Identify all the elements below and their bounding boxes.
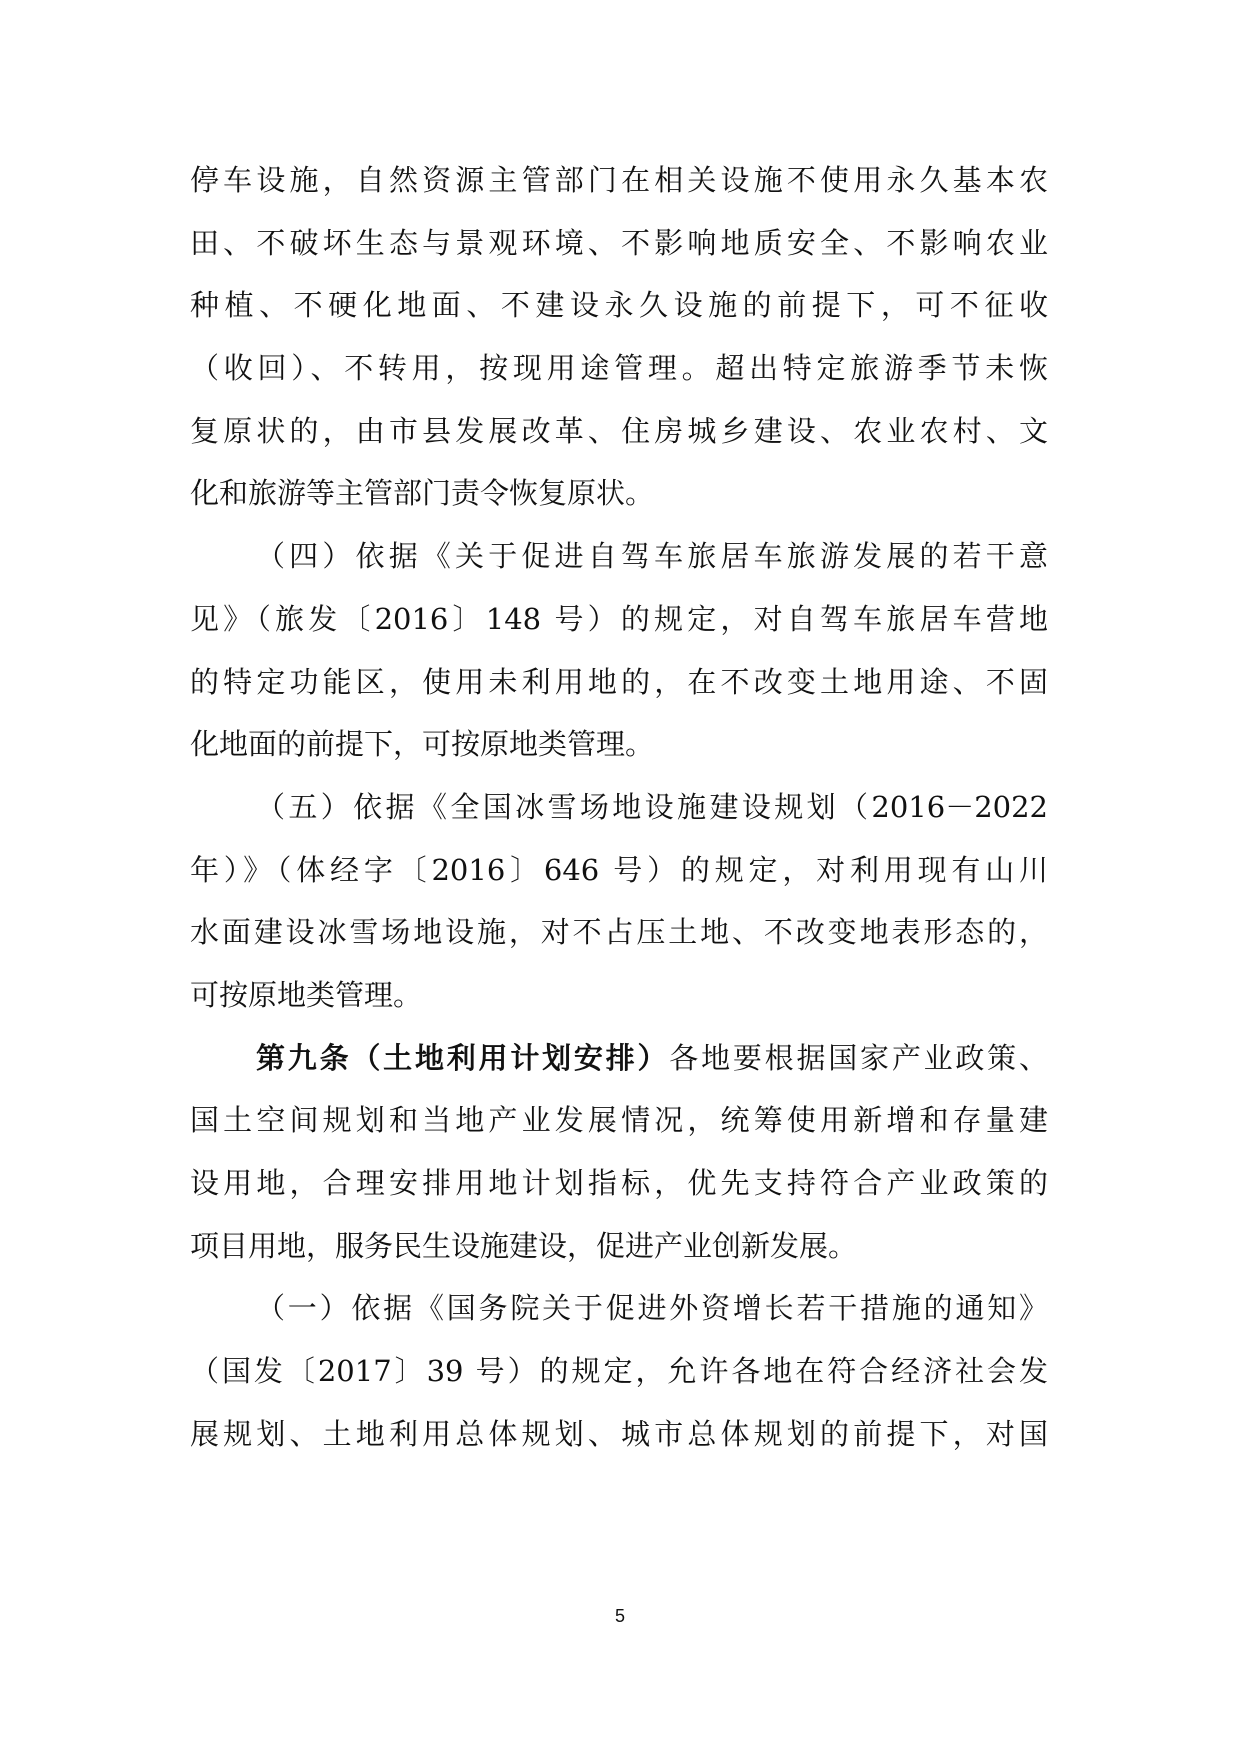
paragraph-line: 水面建设冰雪场地设施，对不占压土地、不改变地表形态的， [190,915,1048,950]
paragraph-line: 复原状的，由市县发展改革、住房城乡建设、农业农村、文 [190,413,1048,448]
paragraph-line: 项目用地，服务民生设施建设，促进产业创新发展。 [190,1228,858,1263]
paragraph-line: 可按原地类管理。 [190,977,423,1012]
document-body [190,157,1048,1473]
article-text: 各地要根据国家产业政策、 [669,1040,1048,1075]
paragraph-line: 停车设施，自然资源主管部门在相关设施不使用永久基本农 [190,163,1048,197]
paragraph-line: 化和旅游等主管部门责令恢复原状。 [190,476,655,511]
paragraph-line: 种植、不硬化地面、不建设永久设施的前提下，可不征收 [190,288,1048,323]
paragraph-line: 年）》（体经字〔2016〕646 号）的规定，对利用现有山川 [190,852,1048,887]
paragraph-line: （收回）、不转用，按现用途管理。超出特定旅游季节未恢 [190,351,1048,386]
paragraph-line: 田、不破坏生态与景观环境、不影响地质安全、不影响农业 [190,225,1048,260]
paragraph-line: 展规划、土地利用总体规划、城市总体规划的前提下，对国 [190,1416,1048,1451]
paragraph-line: （国发〔2017〕39 号）的规定，允许各地在符合经济社会发 [190,1354,1048,1389]
paragraph-line-clause-1: （一）依据《国务院关于促进外资增长若干措施的通知》 [256,1291,1048,1326]
article-heading: 第九条（土地利用计划安排） [256,1040,670,1075]
paragraph-line: 的特定功能区，使用未利用地的，在不改变土地用途、不固 [190,664,1048,699]
article-9-line [190,1035,1048,1098]
paragraph-line: 化地面的前提下，可按原地类管理。 [190,727,655,762]
paragraph-line: 国土空间规划和当地产业发展情况，统筹使用新增和存量建 [190,1103,1048,1138]
paragraph-line: 见》（旅发〔2016〕148 号）的规定，对自驾车旅居车营地 [190,601,1048,636]
paragraph-line-clause-4: （四）依据《关于促进自驾车旅居车旅游发展的若干意 [256,539,1048,574]
page-number: 5 [614,1606,625,1626]
paragraph-line-clause-5: （五）依据《全国冰雪场地设施建设规划（2016－2022 [256,789,1048,824]
paragraph-line: 设用地，合理安排用地计划指标，优先支持符合产业政策的 [190,1166,1048,1200]
